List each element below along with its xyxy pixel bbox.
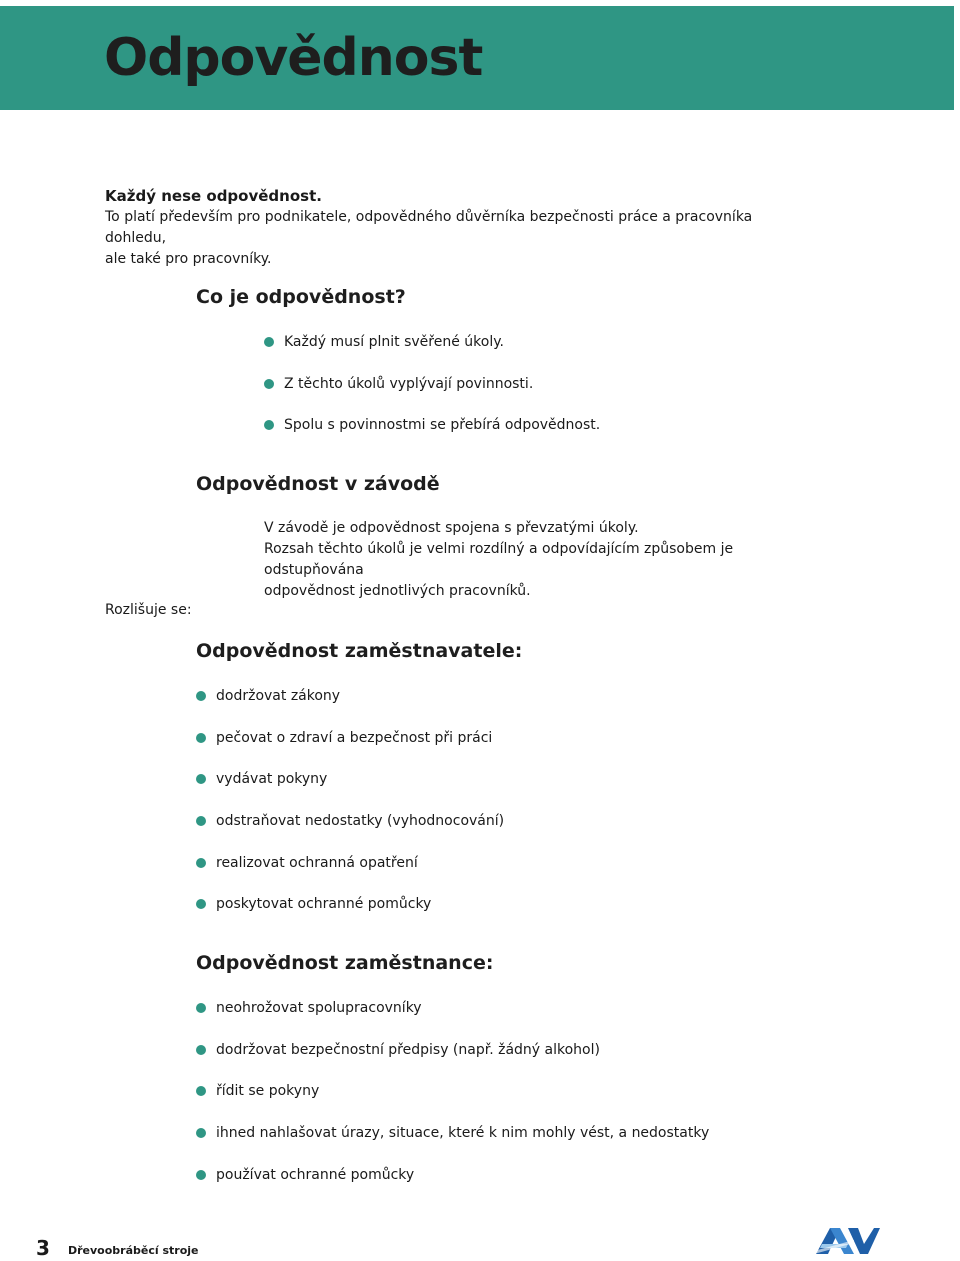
list-item: ihned nahlašovat úrazy, situace, které k nim mohly vést, a nedostatky: [196, 1124, 709, 1166]
list-item: dodržovat bezpečnostní předpisy (např. žádný alkohol): [196, 1041, 709, 1083]
intro-line-1: To platí především pro podnikatele, odpovědného důvěrníka bezpečnosti práce a pracovníka dohledu,: [105, 209, 753, 246]
bullet-icon: [196, 1086, 206, 1096]
title-banner: [0, 6, 954, 110]
plant-line-1: V závodě je odpovědnost spojena s převzatými úkoly.: [264, 520, 639, 536]
heading-responsibility-in-plant: Odpovědnost v závodě: [196, 473, 440, 495]
heading-employer-responsibility: Odpovědnost zaměstnavatele:: [196, 640, 523, 662]
footer-title: Dřevoobráběcí stroje: [68, 1244, 199, 1257]
intro-block: [105, 186, 805, 270]
list-item: Spolu s povinnostmi se přebírá odpovědnost.: [264, 416, 600, 458]
bullet-icon: [196, 1170, 206, 1180]
bullet-icon: [196, 733, 206, 743]
plant-paragraph: [264, 518, 824, 602]
list-item: dodržovat zákony: [196, 687, 504, 729]
bullet-icon: [196, 816, 206, 826]
distinguish-label: Rozlišuje se:: [105, 602, 192, 618]
list-item: neohrožovat spolupracovníky: [196, 999, 709, 1041]
av-logo-icon: [814, 1222, 880, 1256]
bullet-icon: [196, 1003, 206, 1013]
list-item: řídit se pokyny: [196, 1082, 709, 1124]
bullet-icon: [196, 774, 206, 784]
list-item: Každý musí plnit svěřené úkoly.: [264, 333, 600, 375]
employee-list: [196, 999, 709, 1207]
page-number: 3: [36, 1236, 50, 1260]
heading-employee-responsibility: Odpovědnost zaměstnance:: [196, 952, 494, 974]
bullet-icon: [264, 379, 274, 389]
intro-line-2: ale také pro pracovníky.: [105, 251, 272, 267]
bullet-icon: [196, 1045, 206, 1055]
bullet-icon: [196, 691, 206, 701]
list-item: Z těchto úkolů vyplývají povinnosti.: [264, 375, 600, 417]
list-item: pečovat o zdraví a bezpečnost při práci: [196, 729, 504, 771]
bullet-icon: [196, 899, 206, 909]
list-item: realizovat ochranná opatření: [196, 854, 504, 896]
employer-list: [196, 687, 504, 937]
what-list: [264, 333, 600, 458]
bullet-icon: [264, 420, 274, 430]
intro-lead: Každý nese odpovědnost.: [105, 187, 322, 205]
plant-line-2: Rozsah těchto úkolů je velmi rozdílný a odpovídajícím způsobem je odstupňována: [264, 541, 734, 578]
list-item: odstraňovat nedostatky (vyhodnocování): [196, 812, 504, 854]
list-item: používat ochranné pomůcky: [196, 1166, 709, 1208]
list-item: poskytovat ochranné pomůcky: [196, 895, 504, 937]
page-title: Odpovědnost: [104, 28, 483, 88]
heading-what-is-responsibility: Co je odpovědnost?: [196, 286, 406, 308]
list-item: vydávat pokyny: [196, 770, 504, 812]
bullet-icon: [196, 1128, 206, 1138]
plant-line-3: odpovědnost jednotlivých pracovníků.: [264, 583, 531, 599]
bullet-icon: [264, 337, 274, 347]
bullet-icon: [196, 858, 206, 868]
